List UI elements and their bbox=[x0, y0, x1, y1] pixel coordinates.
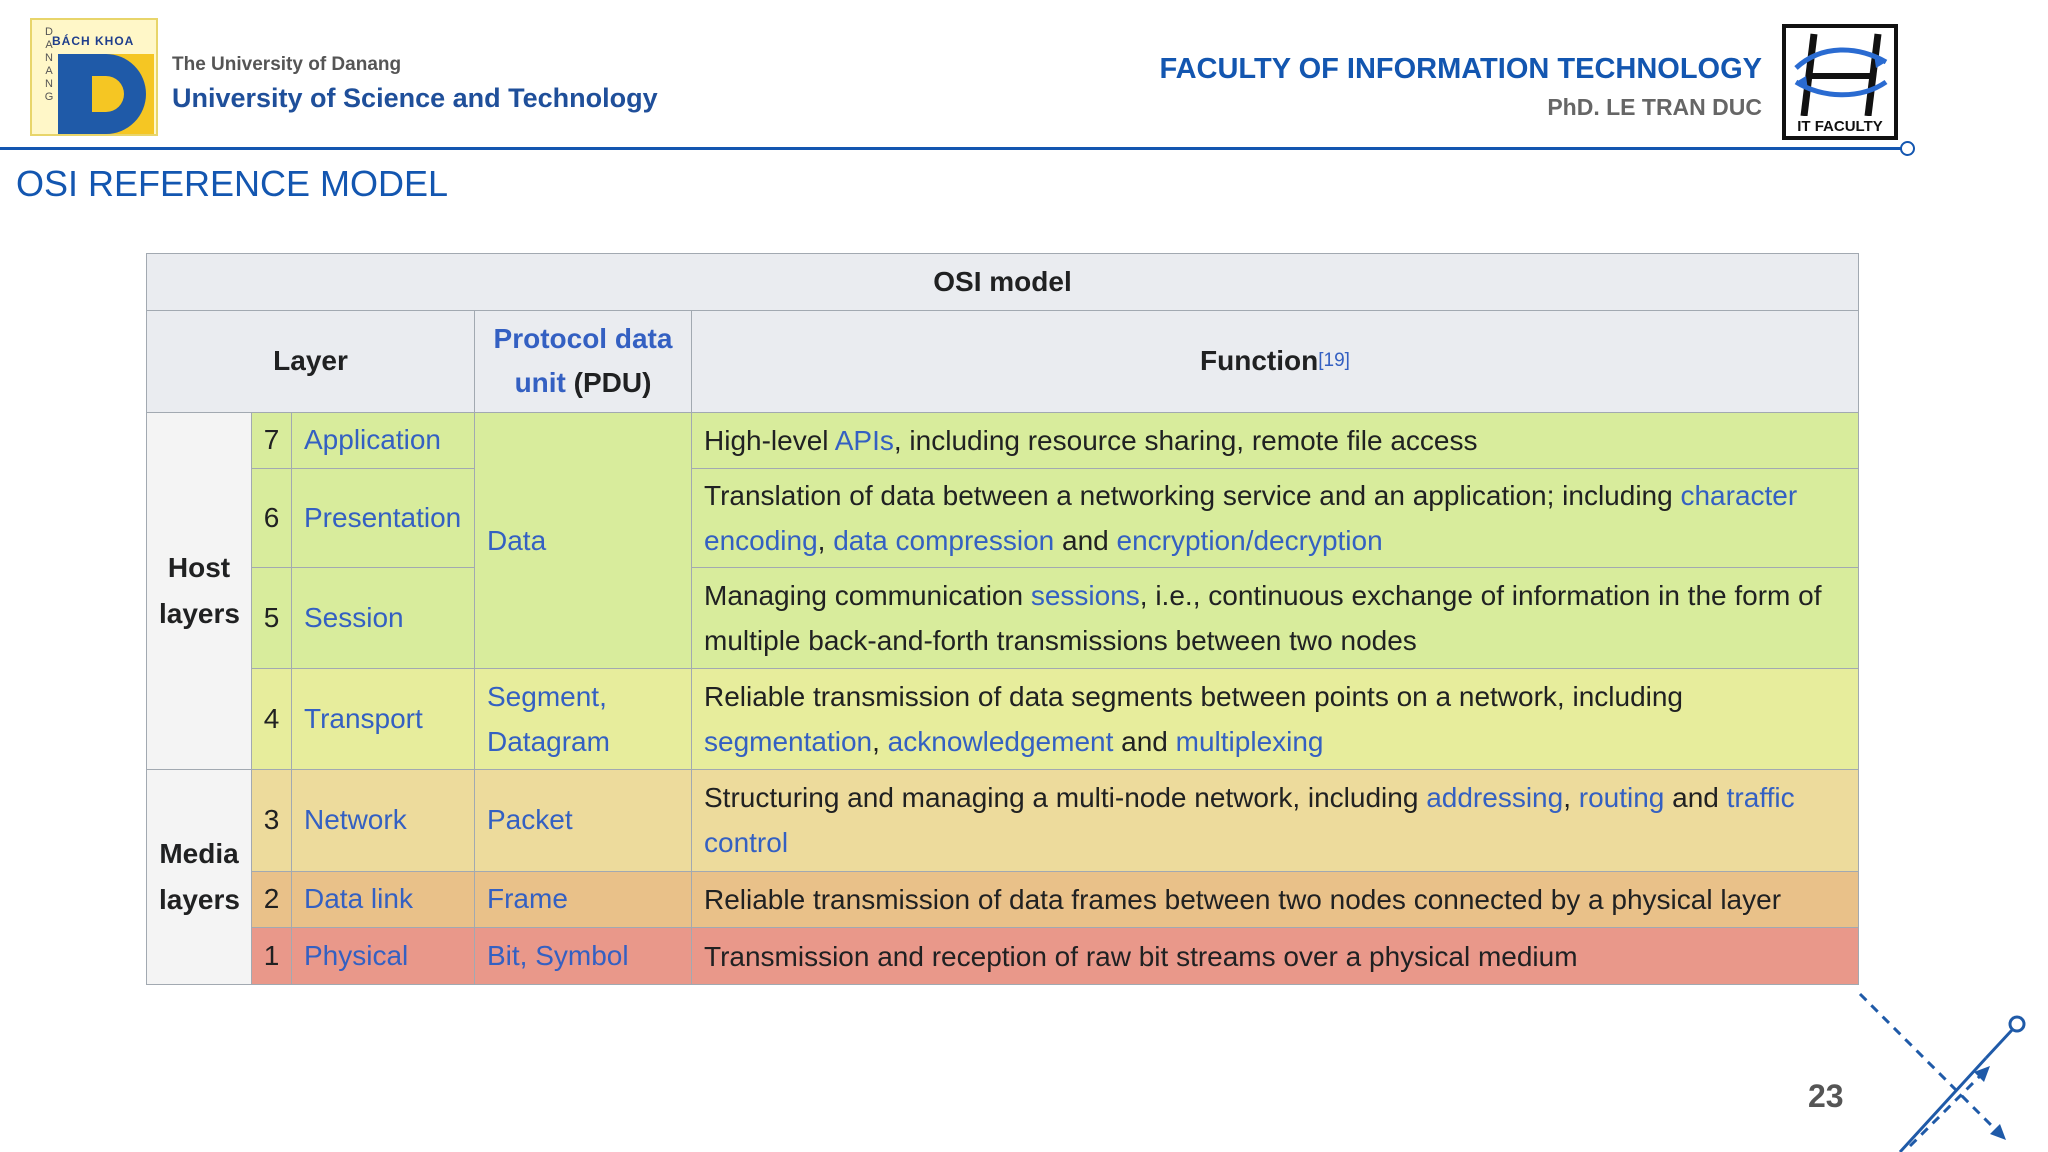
function-text: Reliable transmission of data segments between points on a network, including bbox=[704, 681, 1684, 713]
function-cell bbox=[692, 567, 1859, 668]
faculty-name: FACULTY OF INFORMATION TECHNOLOGY bbox=[1159, 53, 1762, 85]
function-text: , bbox=[817, 524, 834, 556]
function-link-data-compression[interactable]: data compression bbox=[833, 524, 1055, 556]
university-name-small: The University of Danang bbox=[172, 54, 402, 75]
logo-vertical-text: DANANG bbox=[44, 26, 54, 103]
layer-link-application[interactable]: Application bbox=[304, 424, 441, 456]
function-link-addressing[interactable]: addressing bbox=[1426, 782, 1564, 814]
function-text: , bbox=[1563, 782, 1579, 814]
function-text: , bbox=[872, 726, 888, 758]
layer-link-session[interactable]: Session bbox=[304, 601, 404, 633]
layer-name bbox=[292, 770, 475, 871]
pdu-header-abbrev: (PDU) bbox=[573, 367, 652, 399]
function-cell bbox=[692, 871, 1859, 928]
function-text: Translation of data between a networking service and an application; including bbox=[704, 479, 1681, 511]
author-name: PhD. LE TRAN DUC bbox=[1547, 94, 1762, 120]
layer-link-network[interactable]: Network bbox=[304, 804, 407, 836]
layer-link-data-link[interactable]: Data link bbox=[304, 883, 413, 915]
layer-name bbox=[292, 669, 475, 770]
function-text: , i.e., continuous exchange of information in the form of multiple back-and-forth transmissions between two nodes bbox=[704, 579, 1822, 656]
university-logo bbox=[30, 18, 158, 136]
layer-name bbox=[292, 928, 475, 985]
layer-name bbox=[292, 871, 475, 928]
pdu-cell bbox=[475, 871, 692, 928]
layer-number: 5 bbox=[252, 567, 292, 668]
pdu-link-packet[interactable]: Packet bbox=[487, 804, 573, 836]
osi-model-table bbox=[146, 253, 1859, 985]
layer-number: 4 bbox=[252, 669, 292, 770]
function-cell bbox=[692, 928, 1859, 985]
layer-link-presentation[interactable]: Presentation bbox=[304, 501, 462, 533]
function-text: and bbox=[1054, 524, 1117, 556]
function-text: , including resource sharing, remote file access bbox=[893, 424, 1478, 456]
logo-emblem-icon bbox=[58, 54, 154, 134]
layer-link-transport[interactable]: Transport bbox=[304, 703, 423, 735]
pdu-cell bbox=[475, 669, 692, 770]
pdu-link-data[interactable]: Data bbox=[487, 524, 547, 556]
function-text: Structuring and managing a multi-node network, including bbox=[704, 782, 1427, 814]
function-text: Reliable transmission of data frames between two nodes connected by a physical layer bbox=[704, 883, 1782, 915]
function-link-routing[interactable]: routing bbox=[1578, 782, 1665, 814]
it-faculty-logo-icon bbox=[1782, 24, 1898, 140]
pdu-cell bbox=[475, 928, 692, 985]
layer-name bbox=[292, 412, 475, 468]
function-text: and bbox=[1664, 782, 1727, 814]
function-text: and bbox=[1113, 726, 1176, 758]
function-link-multiplexing[interactable]: multiplexing bbox=[1175, 726, 1324, 758]
function-cell bbox=[692, 412, 1859, 468]
media-layers-label: Media layers bbox=[147, 770, 252, 985]
function-cell bbox=[692, 468, 1859, 567]
function-link-apis[interactable]: APIs bbox=[834, 424, 894, 456]
host-layers-label: Host layers bbox=[147, 412, 252, 769]
layer-number: 6 bbox=[252, 468, 292, 567]
function-cell bbox=[692, 669, 1859, 770]
corner-decoration-icon bbox=[1840, 988, 2048, 1152]
header-divider bbox=[0, 147, 1906, 150]
pdu-link-segment-datagram[interactable]: Segment, Datagram bbox=[487, 681, 610, 758]
pdu-header-link-part2[interactable]: unit bbox=[514, 367, 566, 399]
pdu-link-bit-symbol[interactable]: Bit, Symbol bbox=[487, 940, 629, 972]
function-text: Managing communication bbox=[704, 579, 1031, 611]
layer-number: 3 bbox=[252, 770, 292, 871]
pdu-cell bbox=[475, 770, 692, 871]
column-header-layer: Layer bbox=[147, 310, 475, 412]
function-cell bbox=[692, 770, 1859, 871]
function-text: Transmission and reception of raw bit streams over a physical medium bbox=[704, 940, 1578, 972]
function-link-segmentation[interactable]: segmentation bbox=[704, 726, 873, 758]
function-link-sessions[interactable]: sessions bbox=[1030, 579, 1140, 611]
column-header-pdu bbox=[475, 310, 692, 412]
function-reference-link[interactable]: [19] bbox=[1318, 350, 1350, 372]
layer-name bbox=[292, 567, 475, 668]
pdu-link-frame[interactable]: Frame bbox=[487, 883, 568, 915]
layer-number: 7 bbox=[252, 412, 292, 468]
function-link-encryption[interactable]: encryption/decryption bbox=[1116, 524, 1383, 556]
layer-name bbox=[292, 468, 475, 567]
header-divider-dot bbox=[1900, 141, 1915, 156]
layer-number: 2 bbox=[252, 871, 292, 928]
layer-number: 1 bbox=[252, 928, 292, 985]
table-caption: OSI model bbox=[147, 254, 1859, 311]
function-text: High-level bbox=[704, 424, 835, 456]
university-name: University of Science and Technology bbox=[172, 83, 658, 113]
pdu-cell bbox=[475, 412, 692, 668]
function-link-character-encoding[interactable]: character encoding bbox=[704, 479, 1798, 556]
logo-top-text: BÁCH KHOA bbox=[52, 34, 135, 48]
column-header-function bbox=[692, 310, 1859, 412]
it-logo-text: IT FACULTY bbox=[1797, 118, 1883, 135]
page-number: 23 bbox=[1808, 1078, 1844, 1114]
function-header-text: Function bbox=[1200, 345, 1319, 377]
pdu-header-link-part1[interactable]: Protocol data bbox=[493, 323, 673, 355]
function-link-traffic-control[interactable]: traffic control bbox=[704, 782, 1795, 859]
layer-link-physical[interactable]: Physical bbox=[304, 940, 409, 972]
function-link-acknowledgement[interactable]: acknowledgement bbox=[887, 726, 1114, 758]
slide-title: OSI REFERENCE MODEL bbox=[16, 163, 449, 204]
